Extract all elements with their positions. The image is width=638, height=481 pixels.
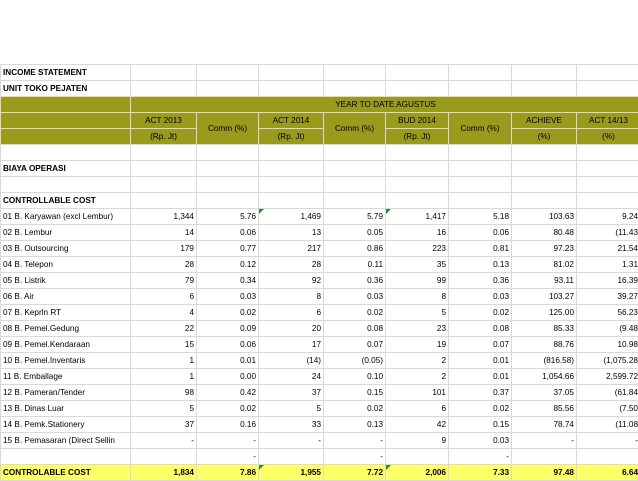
table-row-cell[interactable]: 13 xyxy=(259,225,324,241)
table-row-cell[interactable]: 0.37 xyxy=(449,385,512,401)
table-row-cell[interactable]: (7.50 xyxy=(577,401,638,417)
period-band-header[interactable]: YEAR TO DATE AGUSTUS xyxy=(131,97,638,113)
table-row-cell[interactable]: - xyxy=(577,433,638,449)
table-row-cell[interactable]: 0.03 xyxy=(197,289,259,305)
table-row-cell[interactable]: 5.79 xyxy=(324,209,386,225)
table-row-cell[interactable]: 0.86 xyxy=(324,241,386,257)
table-row-blank-cell[interactable]: - xyxy=(324,449,386,465)
table-row xyxy=(1,241,638,257)
table-row-label[interactable]: 15 B. Pemasaran (Direct Sellin xyxy=(1,433,131,449)
table-row-label[interactable]: 03 B. Outsourcing xyxy=(1,241,131,257)
total-row-cell[interactable]: 97.48 xyxy=(512,465,577,481)
table-row-cell[interactable]: 14 xyxy=(131,225,197,241)
col-unit-bud2014[interactable]: (Rp. Jt) xyxy=(386,129,449,145)
table-row-cell[interactable]: 0.02 xyxy=(449,305,512,321)
table-row-cell[interactable]: 0.00 xyxy=(197,369,259,385)
table-row-cell[interactable]: 5 xyxy=(386,305,449,321)
table-row-cell[interactable]: 0.16 xyxy=(197,417,259,433)
col-header-act1413[interactable]: ACT 14/13 xyxy=(577,113,638,129)
table-row xyxy=(1,289,638,305)
table-row-cell[interactable]: 17 xyxy=(259,337,324,353)
table-row-label[interactable]: 01 B. Karyawan (excl Lembur) xyxy=(1,209,131,225)
table-row-cell[interactable]: 0.03 xyxy=(449,433,512,449)
table-row-cell[interactable]: 0.01 xyxy=(197,353,259,369)
table-row xyxy=(1,257,638,273)
table-row-cell[interactable]: 37 xyxy=(131,417,197,433)
table-row-cell[interactable]: 93.11 xyxy=(512,273,577,289)
table-row-cell[interactable]: 5.76 xyxy=(197,209,259,225)
table-row-label[interactable]: 02 B. Lembur xyxy=(1,225,131,241)
table-row-cell[interactable]: 80.48 xyxy=(512,225,577,241)
table-row-cell[interactable]: 6 xyxy=(259,305,324,321)
table-row-cell[interactable]: (14) xyxy=(259,353,324,369)
table-row-cell[interactable]: (11.43 xyxy=(577,225,638,241)
table-row-cell[interactable]: 0.10 xyxy=(324,369,386,385)
table-row xyxy=(1,337,638,353)
table-row-cell[interactable]: (9.48 xyxy=(577,321,638,337)
table-row-cell[interactable]: 0.02 xyxy=(324,305,386,321)
table-row-cell[interactable]: 39.27 xyxy=(577,289,638,305)
col-unit-act2014[interactable]: (Rp. Jt) xyxy=(259,129,324,145)
table-row-cell[interactable]: 0.02 xyxy=(197,305,259,321)
table-row-cell[interactable]: 9 xyxy=(386,433,449,449)
section-controllable-cost[interactable]: CONTROLLABLE COST xyxy=(1,193,131,209)
table-row-cell[interactable]: 23 xyxy=(386,321,449,337)
col-header-bud2014[interactable]: BUD 2014 xyxy=(386,113,449,129)
table-row-cell[interactable]: (816.58) xyxy=(512,353,577,369)
table-row-cell[interactable]: 79 xyxy=(131,273,197,289)
table-row-cell[interactable]: 33 xyxy=(259,417,324,433)
table-row-cell[interactable]: 37.05 xyxy=(512,385,577,401)
table-row-cell[interactable]: 0.15 xyxy=(324,385,386,401)
table-row-cell[interactable]: 6 xyxy=(386,401,449,417)
table-row-cell[interactable]: 0.11 xyxy=(324,257,386,273)
table-row-label[interactable]: 12 B. Pameran/Tender xyxy=(1,385,131,401)
table-row-cell[interactable]: 1,344 xyxy=(131,209,197,225)
col-header-achieve[interactable]: ACHIEVE xyxy=(512,113,577,129)
table-row-cell[interactable]: 5 xyxy=(259,401,324,417)
table-row xyxy=(1,321,638,337)
table-row-cell[interactable]: 223 xyxy=(386,241,449,257)
table-row-cell[interactable]: 20 xyxy=(259,321,324,337)
table-row xyxy=(1,369,638,385)
section-biaya-operasi[interactable]: BIAYA OPERASI xyxy=(1,161,131,177)
table-row-cell[interactable]: 98 xyxy=(131,385,197,401)
table-row-cell[interactable]: 2,599.72 xyxy=(577,369,638,385)
table-row-cell[interactable]: 88.76 xyxy=(512,337,577,353)
table-row-cell[interactable]: 81.02 xyxy=(512,257,577,273)
table-row xyxy=(1,305,638,321)
total-row-cell[interactable]: 1,834 xyxy=(131,465,197,481)
table-row xyxy=(1,401,638,417)
table-row-cell[interactable]: 0.02 xyxy=(197,401,259,417)
statement-title[interactable]: INCOME STATEMENT xyxy=(1,65,131,81)
table-row-cell[interactable]: 0.08 xyxy=(324,321,386,337)
table-row-cell[interactable]: 10.98 xyxy=(577,337,638,353)
table-row-cell[interactable]: - xyxy=(197,433,259,449)
table-row-cell[interactable]: 1 xyxy=(131,353,197,369)
table-row-cell[interactable]: 92 xyxy=(259,273,324,289)
table-row-label[interactable]: 11 B. Emballage xyxy=(1,369,131,385)
table-row xyxy=(1,433,638,449)
col-header-comm-3[interactable]: Comm (%) xyxy=(449,113,512,145)
table-row-cell[interactable]: 103.63 xyxy=(512,209,577,225)
table-row-cell[interactable]: 8 xyxy=(259,289,324,305)
table-row xyxy=(1,209,638,225)
table-row-blank-cell[interactable] xyxy=(259,449,324,465)
table-row-cell[interactable]: 5 xyxy=(131,401,197,417)
table-row-cell[interactable]: 28 xyxy=(131,257,197,273)
table-row-blank-cell[interactable] xyxy=(577,449,638,465)
table-row-cell[interactable]: 217 xyxy=(259,241,324,257)
table-row-label[interactable]: 09 B. Pemel.Kendaraan xyxy=(1,337,131,353)
table-row-cell[interactable]: 2 xyxy=(386,353,449,369)
table-row-cell[interactable]: 99 xyxy=(386,273,449,289)
table-row-cell[interactable]: 4 xyxy=(131,305,197,321)
table-row-label[interactable]: 13 B. Dinas Luar xyxy=(1,401,131,417)
table-row-cell[interactable]: 0.13 xyxy=(324,417,386,433)
table-row-cell[interactable]: 0.06 xyxy=(197,337,259,353)
table-row-cell[interactable]: (1,075.28 xyxy=(577,353,638,369)
table-row-cell[interactable]: 0.03 xyxy=(324,289,386,305)
table-row-cell[interactable]: 5.18 xyxy=(449,209,512,225)
table-row-cell[interactable]: 1,054.66 xyxy=(512,369,577,385)
col-unit-achieve[interactable]: (%) xyxy=(512,129,577,145)
table-row-label[interactable]: 07 B. Keprln RT xyxy=(1,305,131,321)
table-row-cell[interactable]: 85.33 xyxy=(512,321,577,337)
table-row-cell[interactable]: 16.39 xyxy=(577,273,638,289)
table-row-label[interactable]: 06 B. Air xyxy=(1,289,131,305)
table-row-cell[interactable]: 1,417 xyxy=(386,209,449,225)
table-row-cell[interactable]: 0.42 xyxy=(197,385,259,401)
table-row-label[interactable]: 14 B. Pemk.Stationery xyxy=(1,417,131,433)
table-row-cell[interactable]: 0.12 xyxy=(197,257,259,273)
table-row-cell[interactable]: 0.13 xyxy=(449,257,512,273)
table-row-cell[interactable]: 101 xyxy=(386,385,449,401)
table-row-blank-cell[interactable]: - xyxy=(197,449,259,465)
table-row-cell[interactable]: 1,469 xyxy=(259,209,324,225)
total-row-cell[interactable]: 7.33 xyxy=(449,465,512,481)
table-row-label[interactable]: 10 B. Pemel.Inventaris xyxy=(1,353,131,369)
table-row xyxy=(1,385,638,401)
table-row-cell[interactable]: 103.27 xyxy=(512,289,577,305)
table-row-cell[interactable]: 2 xyxy=(386,369,449,385)
table-row-cell[interactable]: 97.23 xyxy=(512,241,577,257)
table-row-blank-cell[interactable] xyxy=(512,449,577,465)
table-row-label[interactable]: 04 B. Telepon xyxy=(1,257,131,273)
table-row-cell[interactable]: 125.00 xyxy=(512,305,577,321)
col-header-act2014[interactable]: ACT 2014 xyxy=(259,113,324,129)
table-row xyxy=(1,273,638,289)
table-row-cell[interactable]: 0.15 xyxy=(449,417,512,433)
table-row-cell[interactable]: 0.07 xyxy=(449,337,512,353)
table-row-cell[interactable]: 0.06 xyxy=(449,225,512,241)
table-row-blank xyxy=(1,449,638,465)
table-row-cell[interactable]: 0.02 xyxy=(324,401,386,417)
table-row-cell[interactable]: 56.23 xyxy=(577,305,638,321)
total-row-cell[interactable]: 7.86 xyxy=(197,465,259,481)
table-row-cell[interactable]: - xyxy=(324,433,386,449)
table-row-cell[interactable]: 21.54 xyxy=(577,241,638,257)
table-row-cell[interactable]: 8 xyxy=(386,289,449,305)
table-row-cell[interactable]: 85.56 xyxy=(512,401,577,417)
income-statement-table xyxy=(0,64,638,481)
col-header-comm-2[interactable]: Comm (%) xyxy=(324,113,386,145)
table-row-cell[interactable]: 0.06 xyxy=(197,225,259,241)
table-row-cell[interactable]: 1.31 xyxy=(577,257,638,273)
table-row-cell[interactable]: 0.77 xyxy=(197,241,259,257)
total-row xyxy=(1,465,638,481)
total-row-label[interactable]: CONTROLABLE COST xyxy=(1,465,131,481)
table-row-cell[interactable]: (11.08 xyxy=(577,417,638,433)
table-row-cell[interactable]: 0.07 xyxy=(324,337,386,353)
table-row-cell[interactable]: 0.36 xyxy=(449,273,512,289)
table-row-cell[interactable]: - xyxy=(131,433,197,449)
table-row-cell[interactable]: 22 xyxy=(131,321,197,337)
table-row-cell[interactable]: 0.34 xyxy=(197,273,259,289)
table-row-cell[interactable]: 9.24 xyxy=(577,209,638,225)
table-row-cell[interactable]: 0.03 xyxy=(449,289,512,305)
col-unit-act1413[interactable]: (%) xyxy=(577,129,638,145)
table-row xyxy=(1,353,638,369)
table-row-cell[interactable]: 0.05 xyxy=(324,225,386,241)
table-row-cell[interactable]: 0.81 xyxy=(449,241,512,257)
table-row-blank-label[interactable] xyxy=(1,449,131,465)
total-row-cell[interactable]: 7.72 xyxy=(324,465,386,481)
table-row-cell[interactable]: 0.02 xyxy=(449,401,512,417)
table-row-cell[interactable]: 0.01 xyxy=(449,369,512,385)
table-row-cell[interactable]: (61.84 xyxy=(577,385,638,401)
table-row-cell[interactable]: 1 xyxy=(131,369,197,385)
table-row-cell[interactable]: 179 xyxy=(131,241,197,257)
table-row-cell[interactable]: 15 xyxy=(131,337,197,353)
table-row xyxy=(1,417,638,433)
table-row-cell[interactable]: 16 xyxy=(386,225,449,241)
table-row-cell[interactable]: 0.08 xyxy=(449,321,512,337)
table-row xyxy=(1,225,638,241)
table-row-cell[interactable]: 6 xyxy=(131,289,197,305)
table-row-cell[interactable]: - xyxy=(512,433,577,449)
table-row-cell[interactable]: 24 xyxy=(259,369,324,385)
total-row-cell[interactable]: 6.64 xyxy=(577,465,638,481)
table-row-cell[interactable]: 28 xyxy=(259,257,324,273)
table-row-cell[interactable]: 37 xyxy=(259,385,324,401)
table-row-cell[interactable]: (0.05) xyxy=(324,353,386,369)
table-row-cell[interactable]: 19 xyxy=(386,337,449,353)
table-row-cell[interactable]: 78.74 xyxy=(512,417,577,433)
table-row-blank-cell[interactable] xyxy=(131,449,197,465)
table-row-cell[interactable]: 0.01 xyxy=(449,353,512,369)
table-row-blank-cell[interactable] xyxy=(386,449,449,465)
table-row-cell[interactable]: 0.36 xyxy=(324,273,386,289)
col-header-act2013[interactable]: ACT 2013 xyxy=(131,113,197,129)
table-row-cell[interactable]: 42 xyxy=(386,417,449,433)
table-row-cell[interactable]: - xyxy=(259,433,324,449)
table-row-cell[interactable]: 0.09 xyxy=(197,321,259,337)
col-header-comm-1[interactable]: Comm (%) xyxy=(197,113,259,145)
col-unit-act2013[interactable]: (Rp. Jt) xyxy=(131,129,197,145)
unit-title[interactable]: UNIT TOKO PEJATEN xyxy=(1,81,131,97)
table-row-label[interactable]: 08 B. Pemel.Gedung xyxy=(1,321,131,337)
table-row-cell[interactable]: 35 xyxy=(386,257,449,273)
total-row-cell[interactable]: 1,955 xyxy=(259,465,324,481)
total-row-cell[interactable]: 2,006 xyxy=(386,465,449,481)
table-row-blank-cell[interactable]: - xyxy=(449,449,512,465)
table-row-label[interactable]: 05 B. Listrik xyxy=(1,273,131,289)
